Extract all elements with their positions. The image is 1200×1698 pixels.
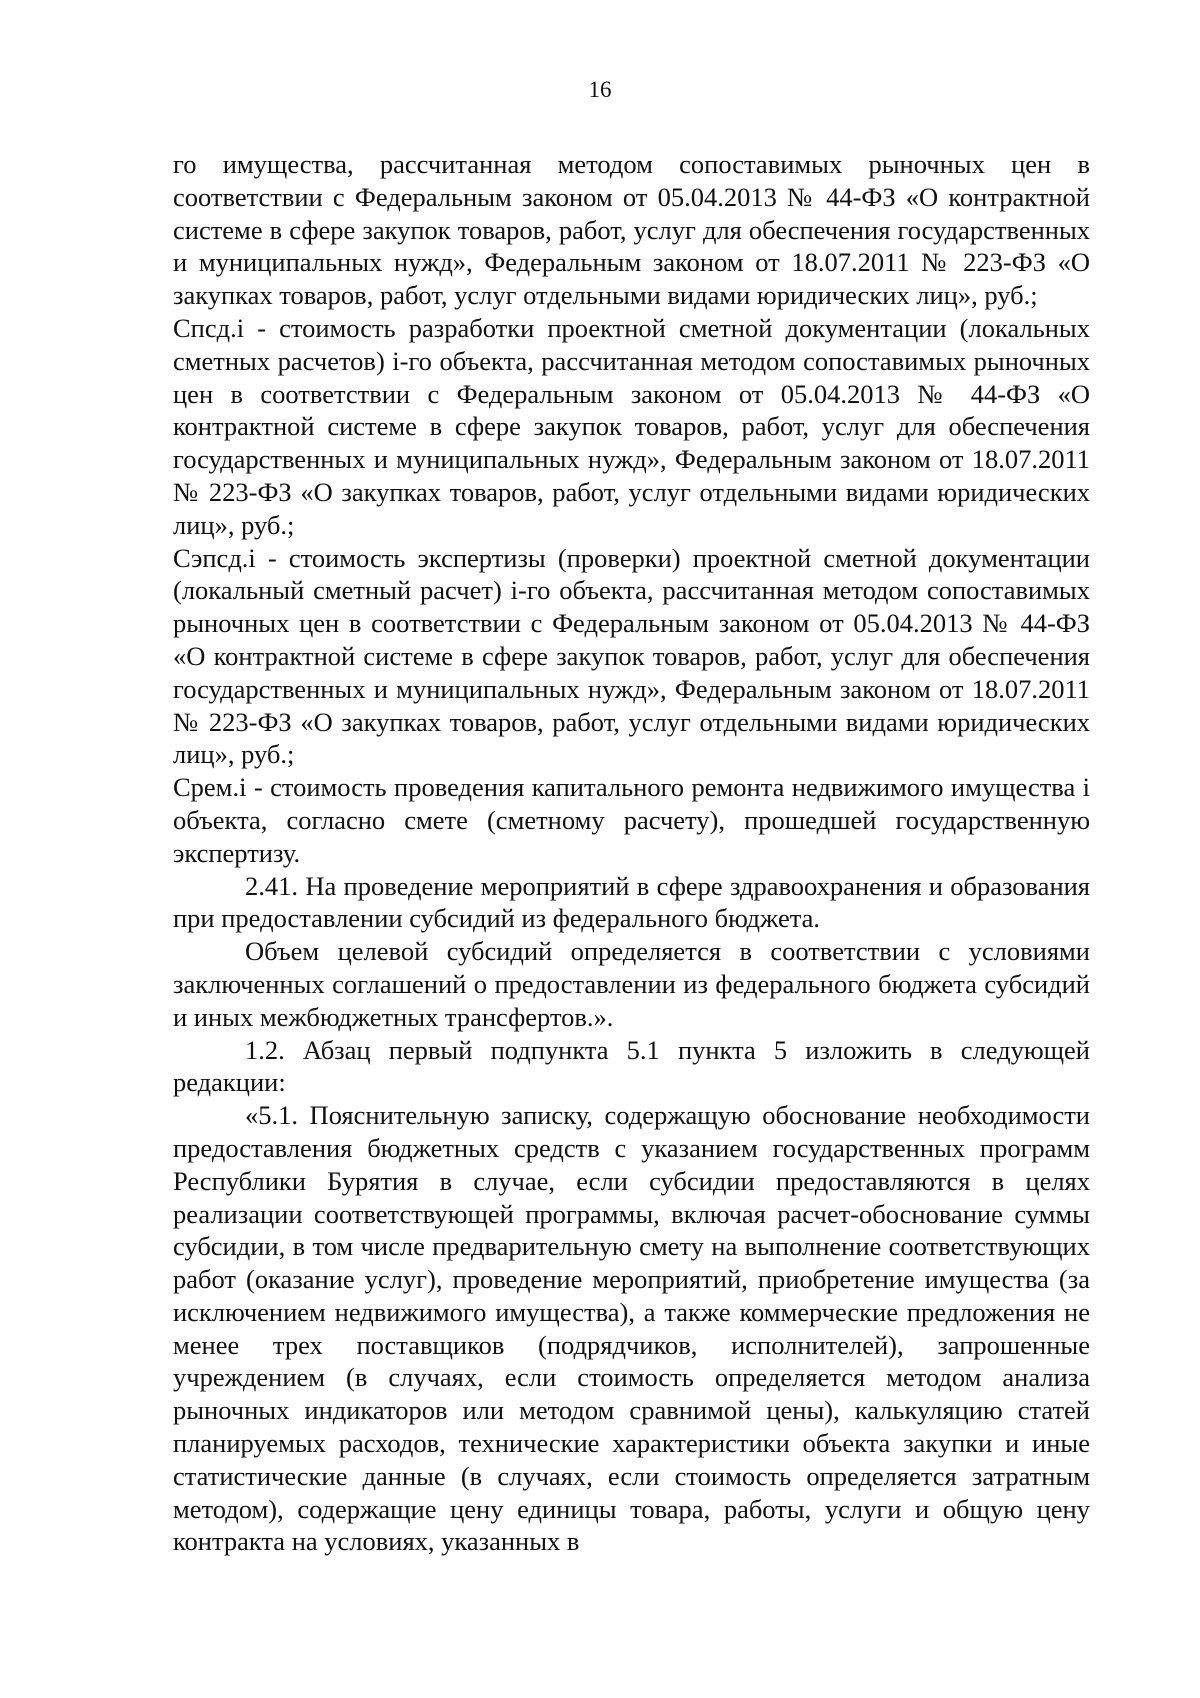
paragraph-continuation: го имущества, рассчитанная методом сопоставимых рыночных цен в соответствии с Федеральным законом от 05.04.2013 № 44-ФЗ «О контрактной системе в сфере закупок товаров, работ, услуг для обеспечения государственных и муниципальных нужд», Федеральным законом от 18.07.2011 № 223-ФЗ «О закупках товаров, работ, услуг отдельными видами юридических лиц», руб.; xyxy=(173,149,1090,311)
paragraph-spsd-definition: Спсд.i - стоимость разработки проектной сметной документации (локальных сметных расчетов) i-го объекта, рассчитанная методом сопоставимых рыночных цен в соответствии с Федеральным законом от 05.04.2013 № 44-ФЗ «О контрактной системе в сфере закупок товаров, работ, услуг для обеспечения государственных и муниципальных нужд», Федеральным законом от 18.07.2011 № 223-ФЗ «О закупках товаров, работ, услуг отдельными видами юридических лиц», руб.; xyxy=(173,312,1090,540)
paragraph-sepsd-definition: Сэпсд.i - стоимость экспертизы (проверки) проектной сметной документации (локальный сметный расчет) i-го объекта, рассчитанная методом сопоставимых рыночных цен в соответствии с Федеральным законом от 05.04.2013 № 44-ФЗ «О контрактной системе в сфере закупок товаров, работ, услуг для обеспечения государственных и муниципальных нужд», Федеральным законом от 18.07.2011 № 223-ФЗ «О закупках товаров, работ, услуг отдельными видами юридических лиц», руб.; xyxy=(173,542,1090,770)
page-number: 16 xyxy=(588,77,612,102)
paragraph-1-2: 1.2. Абзац первый подпункта 5.1 пункта 5 изложить в следующей редакции: xyxy=(173,1034,1090,1098)
document-body xyxy=(173,148,1090,1558)
paragraph-5-1: «5.1. Пояснительную записку, содержащую обоснование необходимости предоставления бюджетных средств с указанием государственных программ Республики Бурятия в случае, если субсидии предоставляются в целях реализации соответствующей программы, включая расчет-обоснование суммы субсидии, в том числе предварительную смету на выполнение соответствующих работ (оказание услуг), проведение мероприятий, приобретение имущества (за исключением недвижимого имущества), а также коммерческие предложения не менее трех поставщиков (подрядчиков, исполнителей), запрошенные учреждением (в случаях, если стоимость определяется методом анализа рыночных индикаторов или методом сравнимой цены), калькуляцию статей планируемых расходов, технические характеристики объекта закупки и иные статистические данные (в случаях, если стоимость определяется затратным методом), содержащие цену единицы товара, работы, услуги и общую цену контракта на условиях, указанных в xyxy=(173,1100,1090,1557)
paragraph-subsidy-volume: Объем целевой субсидий определяется в соответствии с условиями заключенных соглашений о предоставлении из федерального бюджета субсидий и иных межбюджетных трансфертов.». xyxy=(173,936,1090,1032)
paragraph-srem-definition: Срем.i - стоимость проведения капитального ремонта недвижимого имущества i объекта, согласно смете (сметному расчету), прошедшей государственную экспертизу. xyxy=(173,772,1090,868)
paragraph-2-41: 2.41. На проведение мероприятий в сфере здравоохранения и образования при предоставлении субсидий из федерального бюджета. xyxy=(173,870,1090,934)
